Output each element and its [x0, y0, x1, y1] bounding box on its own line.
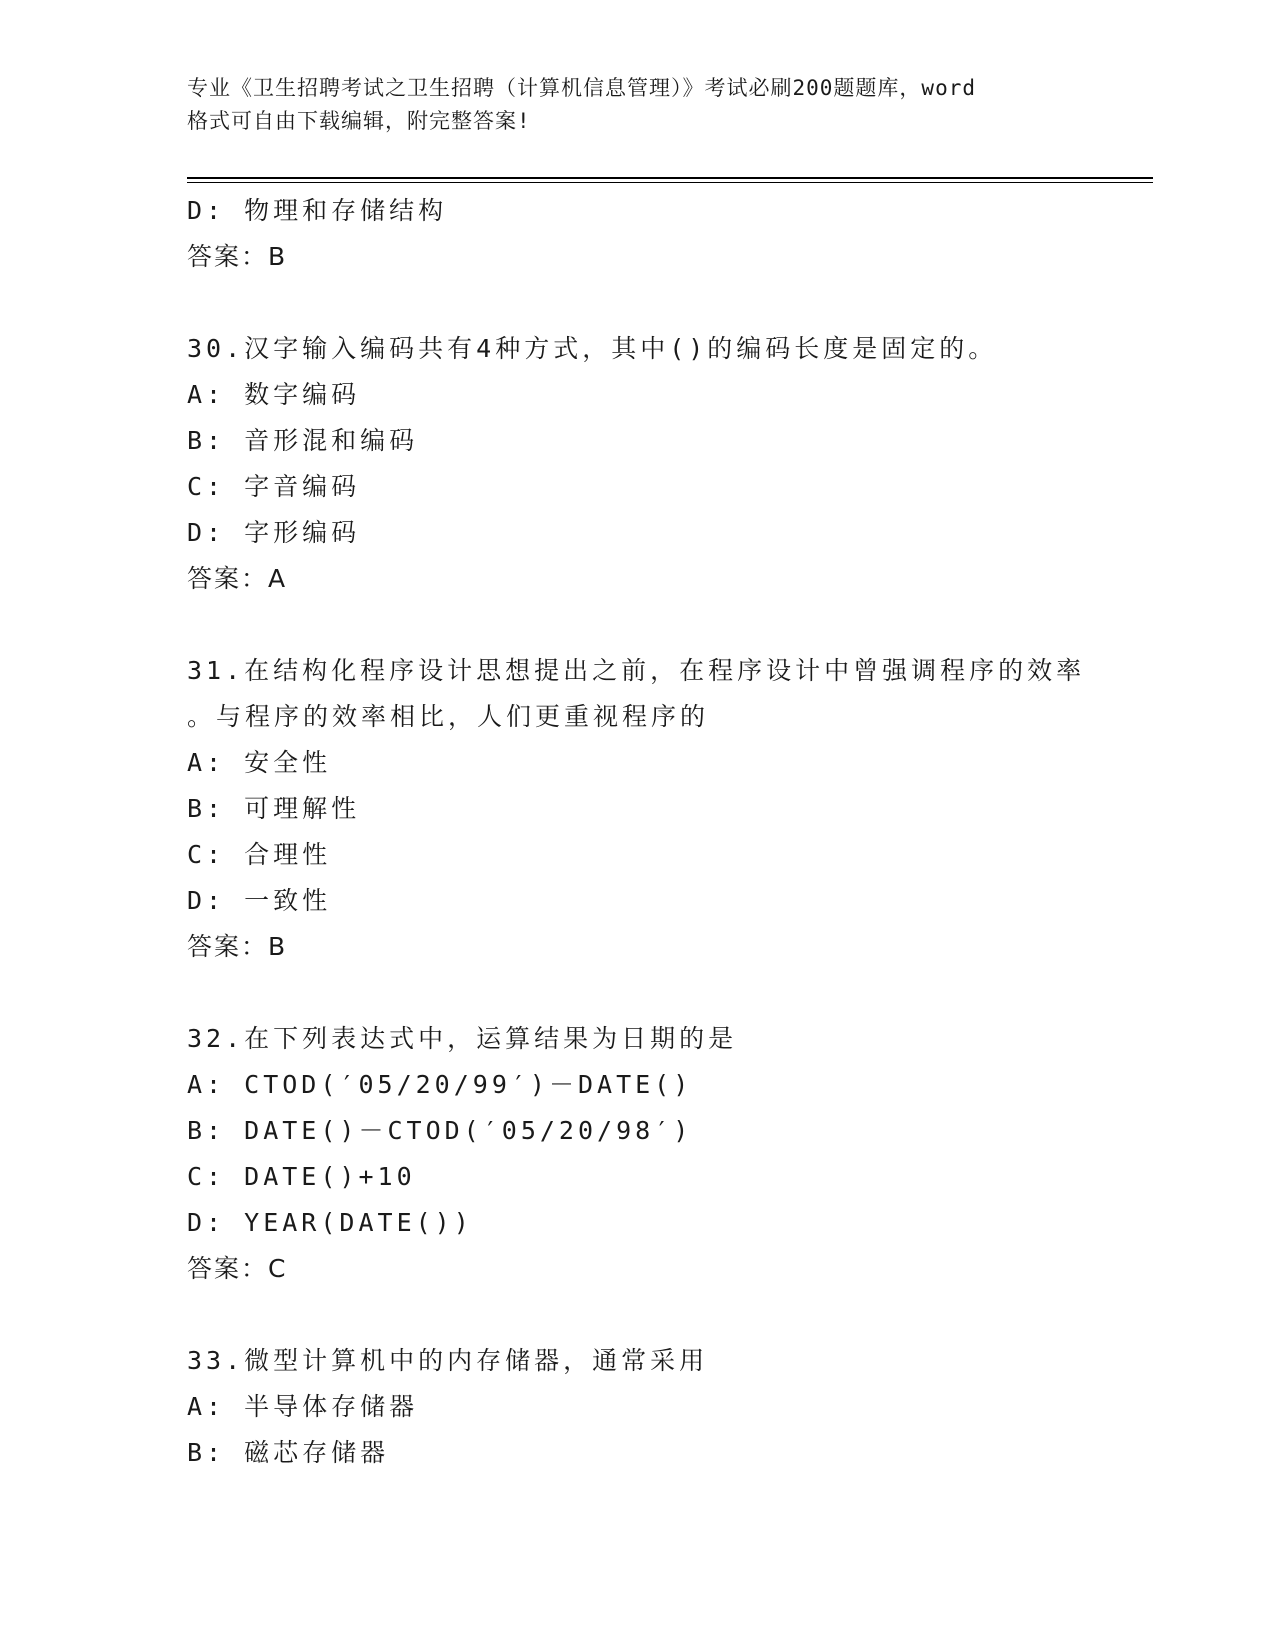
header-divider-thin	[187, 182, 1153, 183]
option-c: C: 字音编码	[187, 472, 361, 501]
question-33	[187, 1338, 1153, 1476]
option-b: B: DATE()－CTOD(′05/20/98′)	[187, 1116, 693, 1145]
question-spacer	[187, 280, 1153, 326]
header-line-1: 专业《卫生招聘考试之卫生招聘（计算机信息管理）》考试必刷200题题库，word	[187, 76, 976, 100]
prev-option-d: D: 物理和存储结构	[187, 196, 448, 225]
option-d: D: YEAR(DATE())	[187, 1208, 473, 1237]
answer: 答案：C	[187, 1254, 288, 1283]
question-spacer	[187, 1292, 1153, 1338]
option-c: C: 合理性	[187, 840, 332, 869]
header-line-2: 格式可自由下载编辑，附完整答案!	[187, 109, 531, 133]
option-b: B: 音形混和编码	[187, 426, 419, 455]
question-stem: 30.汉字输入编码共有4种方式，其中()的编码长度是固定的。	[187, 334, 998, 363]
answer: 答案：A	[187, 564, 288, 593]
question-30	[187, 326, 1153, 602]
question-32	[187, 1016, 1153, 1292]
option-a: A: 半导体存储器	[187, 1392, 419, 1421]
document-header	[187, 72, 1087, 138]
question-spacer	[187, 970, 1153, 1016]
option-d: D: 字形编码	[187, 518, 361, 547]
prev-answer: 答案：B	[187, 242, 288, 271]
option-a: A: 数字编码	[187, 380, 361, 409]
option-b: B: 磁芯存储器	[187, 1438, 390, 1467]
option-d: D: 一致性	[187, 886, 332, 915]
question-stem: 33.微型计算机中的内存储器，通常采用	[187, 1346, 709, 1375]
option-c: C: DATE()+10	[187, 1162, 416, 1191]
question-stem-line-1: 31.在结构化程序设计思想提出之前，在程序设计中曾强调程序的效率	[187, 656, 1086, 685]
question-list	[187, 188, 1153, 1476]
question-stem-line-2: 。与程序的效率相比，人们更重视程序的	[187, 702, 710, 731]
option-a: A: CTOD(′05/20/99′)－DATE()	[187, 1070, 693, 1099]
answer: 答案：B	[187, 932, 288, 961]
option-b: B: 可理解性	[187, 794, 361, 823]
question-31	[187, 648, 1153, 970]
question-spacer	[187, 602, 1153, 648]
question-stem: 32.在下列表达式中，运算结果为日期的是	[187, 1024, 738, 1053]
option-a: A: 安全性	[187, 748, 332, 777]
header-divider-thick	[187, 177, 1153, 179]
